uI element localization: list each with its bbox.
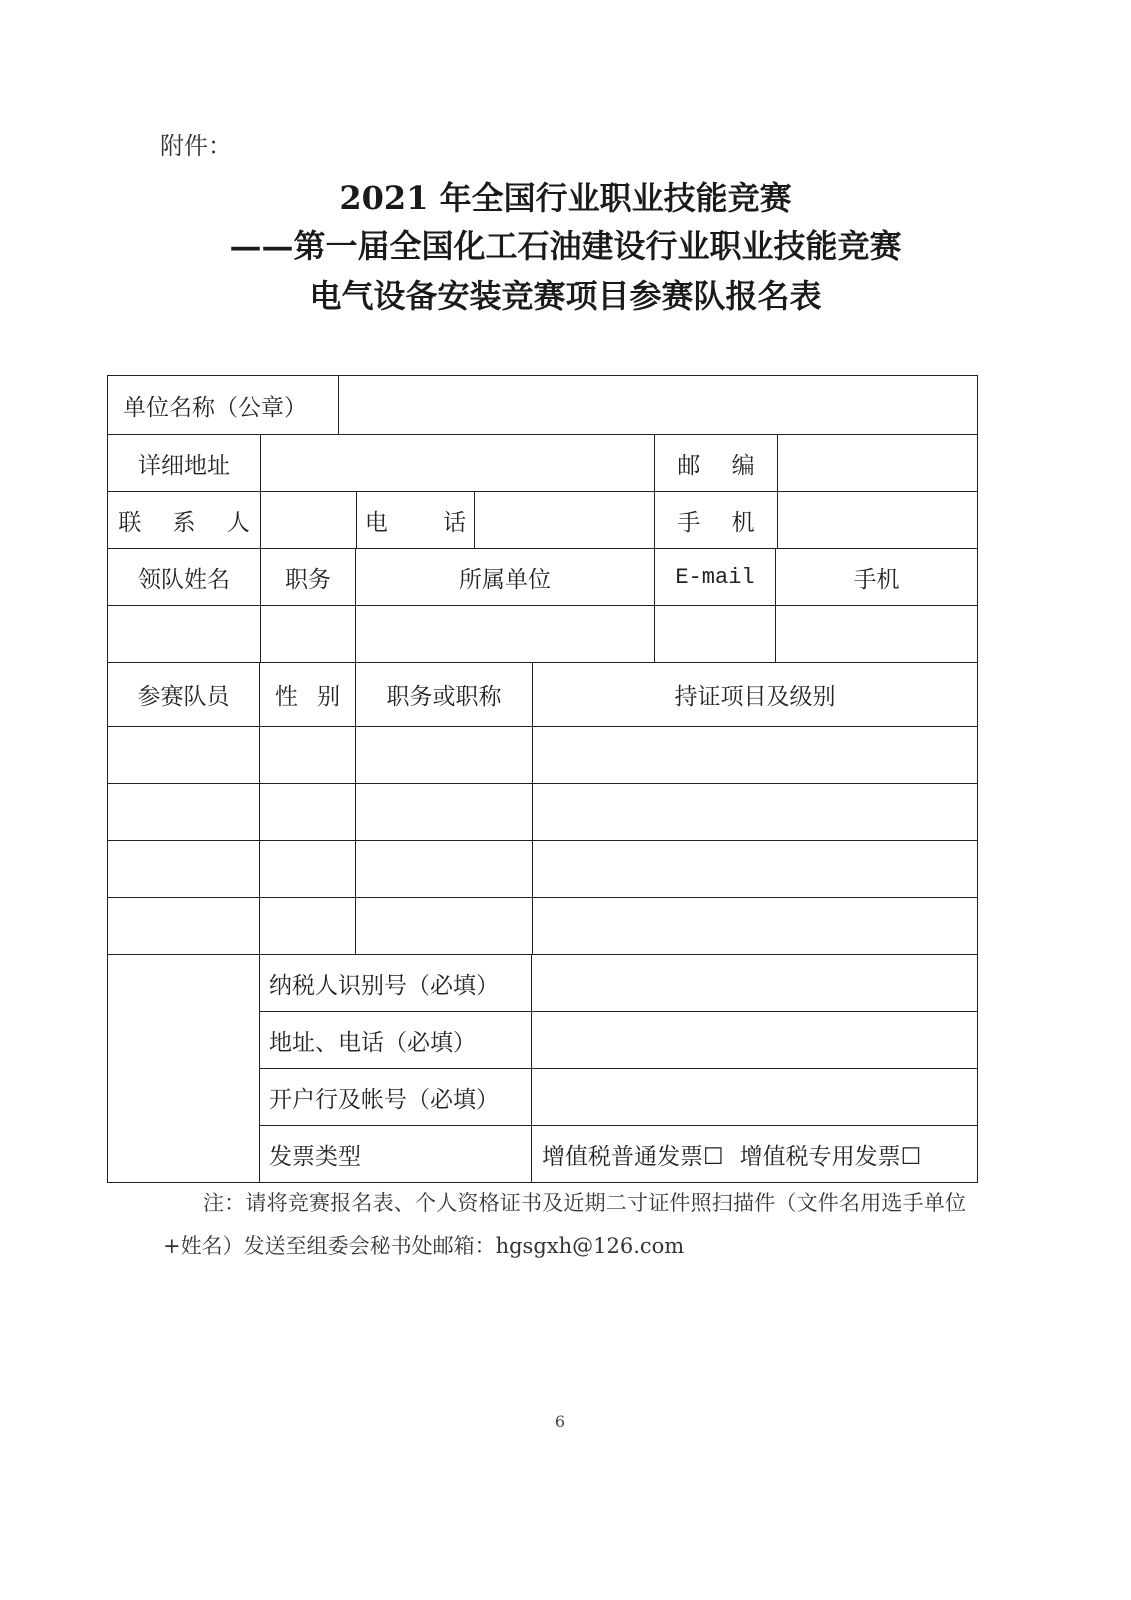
title-line-3: 电气设备安装竞赛项目参赛队报名表: [309, 277, 822, 315]
member-certificate-cell: [532, 840, 978, 898]
phone-label: 电 话: [356, 491, 475, 549]
contact-person-value-cell: [260, 491, 357, 549]
certificate-level-header: 持证项目及级别: [532, 662, 978, 727]
title-line-2: ——第一届全国化工石油建设行业职业技能竞赛: [229, 227, 902, 265]
member-title-cell: [355, 783, 533, 841]
postcode-value-cell: [777, 434, 978, 492]
attachment-label: 附件：: [160, 132, 232, 160]
member-certificate-cell: [532, 783, 978, 841]
member-name-cell: [107, 840, 260, 898]
leader-mobile-header: 手机: [775, 548, 978, 606]
tax-id-value-cell: [531, 954, 978, 1012]
leader-position-header: 职务: [260, 548, 356, 606]
contact-person-label: 联 系 人: [107, 491, 261, 549]
mobile-label: 手 机: [654, 491, 778, 549]
member-name-cell: [107, 783, 260, 841]
mobile-value-cell: [777, 491, 978, 549]
title-line-1: 2021 年全国行业职业技能竞赛: [339, 179, 792, 217]
member-name-cell: [107, 897, 260, 955]
leader-unit-value-cell: [355, 605, 655, 663]
note-line-2: +姓名）发送至组委会秘书处邮箱：hgsgxh@126.com: [163, 1234, 685, 1258]
note-line-1: 注：请将竞赛报名表、个人资格证书及近期二寸证件照扫描件（文件名用选手单位: [203, 1191, 967, 1215]
leader-name-header: 领队姓名: [107, 548, 261, 606]
address-label: 详细地址: [107, 434, 261, 492]
member-gender-cell: [259, 783, 356, 841]
address-value-cell: [260, 434, 655, 492]
member-certificate-cell: [532, 726, 978, 784]
gender-header: 性 别: [259, 662, 356, 727]
tax-id-label: 纳税人识别号（必填）: [259, 954, 532, 1012]
special-vat-invoice-option: 增值税专用发票☐: [739, 1143, 922, 1170]
member-certificate-cell: [532, 897, 978, 955]
member-title-cell: [355, 897, 533, 955]
member-header: 参赛队员: [107, 662, 260, 727]
member-gender-cell: [259, 897, 356, 955]
leader-position-value-cell: [260, 605, 356, 663]
bank-account-value-cell: [531, 1068, 978, 1126]
postcode-label: 邮 编: [654, 434, 778, 492]
member-name-cell: [107, 726, 260, 784]
unit-name-label: 单位名称（公章）: [107, 375, 339, 435]
member-gender-cell: [259, 840, 356, 898]
leader-mobile-value-cell: [775, 605, 978, 663]
invoice-address-phone-value-cell: [531, 1011, 978, 1069]
member-gender-cell: [259, 726, 356, 784]
leader-email-value-cell: [654, 605, 776, 663]
page-number: 6: [554, 1412, 566, 1431]
member-title-cell: [355, 726, 533, 784]
invoice-address-phone-label: 地址、电话（必填）: [259, 1011, 532, 1069]
leader-name-value-cell: [107, 605, 261, 663]
ordinary-vat-invoice-option: 增值税普通发票☐: [542, 1143, 724, 1170]
title-position-header: 职务或职称: [355, 662, 533, 727]
member-title-cell: [355, 840, 533, 898]
bank-account-label: 开户行及帐号（必填）: [259, 1068, 532, 1126]
invoice-merged-cell: [107, 954, 260, 1183]
phone-value-cell: [474, 491, 655, 549]
leader-unit-header: 所属单位: [355, 548, 655, 606]
invoice-type-label: 发票类型: [259, 1125, 532, 1183]
leader-email-header: E-mail: [654, 548, 776, 606]
unit-name-value-cell: [338, 375, 978, 435]
invoice-type-options: [531, 1125, 978, 1183]
